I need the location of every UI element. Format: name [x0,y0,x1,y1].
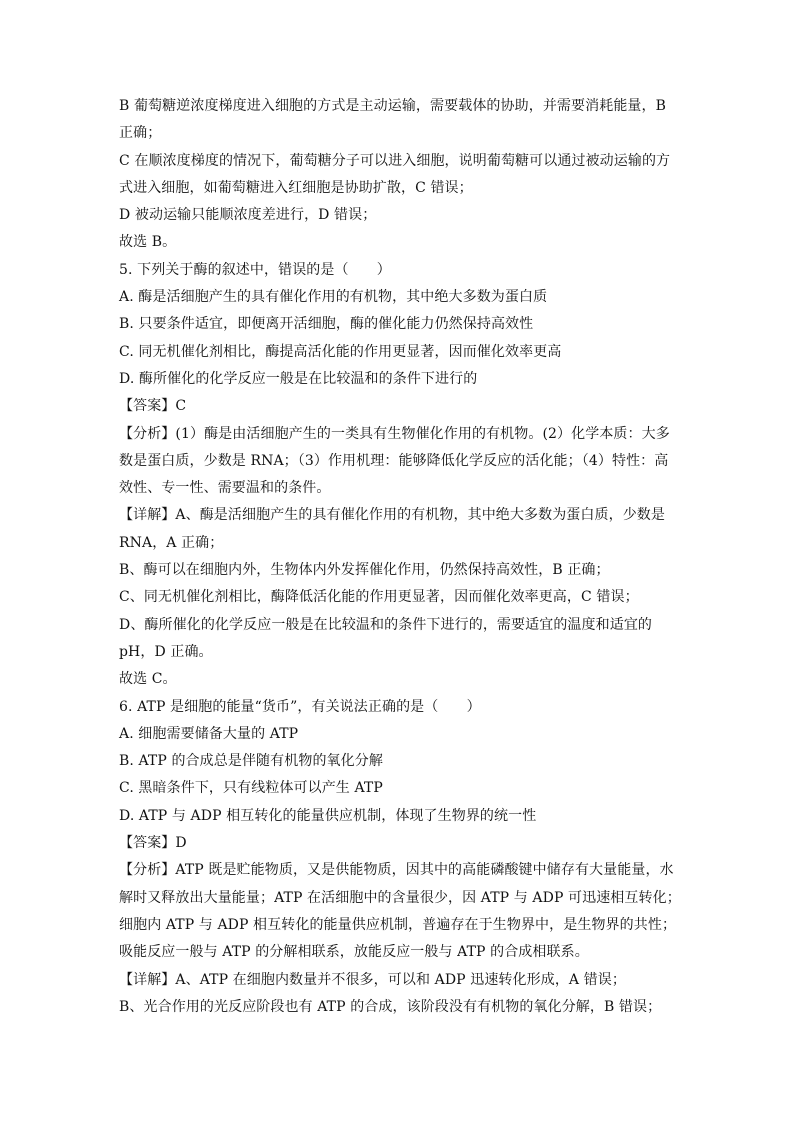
analysis-line: 【分析】ATP 既是贮能物质，又是供能物质，因其中的高能磷酸键中储存有大量能量，水 [119,862,674,879]
question-stem: 5. 下列关于酶的叙述中，错误的是（ ） [119,261,391,278]
answer-line: 【答案】D [119,835,187,852]
text-line: 效性、专一性、需要温和的条件。 [119,480,331,497]
text-line: 式进入细胞，如葡萄糖进入红细胞是协助扩散，C 错误； [119,179,473,196]
option-line: C. 同无机催化剂相比，酶提高活化能的作用更显著，因而催化效率更高 [119,343,562,360]
text-line: C 在顺浓度梯度的情况下，葡萄糖分子可以进入细胞，说明葡萄糖可以通过被动运输的方 [119,152,671,169]
text-line: RNA，A 正确； [119,534,224,551]
text-line: D、酶所催化的化学反应一般是在比较温和的条件下进行的，需要适宜的温度和适宜的 [119,616,653,633]
question-stem: 6. ATP 是细胞的能量“货币”，有关说法正确的是（ ） [119,698,481,715]
detail-line: 【详解】A、酶是活细胞产生的具有催化作用的有机物，其中绝大多数为蛋白质，少数是 [119,507,666,524]
text-line: 数是蛋白质，少数是 RNA；（3）作用机理：能够降低化学反应的活化能；（4）特性：高 [119,452,669,469]
text-line: 吸能反应一般与 ATP 的分解相联系，放能反应一般与 ATP 的合成相联系。 [119,944,589,961]
text-line: C、同无机催化剂相比，酶降低活化能的作用更显著，因而催化效率更高，C 错误； [119,589,639,606]
detail-line: 【详解】A、ATP 在细胞内数量并不很多，可以和 ADP 迅速转化形成，A 错误； [119,971,626,988]
text-line: D 被动运输只能顺浓度差进行，D 错误； [119,207,377,224]
option-line: A. 酶是活细胞产生的具有催化作用的有机物，其中绝大多数为蛋白质 [119,289,548,306]
text-line: B、酶可以在细胞内外，生物体内外发挥催化作用，仍然保持高效性，B 正确； [119,562,610,579]
option-line: D. ATP 与 ADP 相互转化的能量供应机制，体现了生物界的统一性 [119,807,537,824]
text-line: 故选 B。 [119,234,177,251]
option-line: D. 酶所催化的化学反应一般是在比较温和的条件下进行的 [119,370,478,387]
option-line: B. ATP 的合成总是伴随有机物的氧化分解 [119,753,383,770]
text-line: B、光合作用的光反应阶段也有 ATP 的合成，该阶段没有有机物的氧化分解，B 错误； [119,998,662,1015]
text-line: 正确； [119,125,162,142]
text-line: 解时又释放出大量能量；ATP 在活细胞中的含量很少，因 ATP 与 ADP 可迅速相互转化； [119,889,681,906]
option-line: B. 只要条件适宜，即便离开活细胞，酶的催化能力仍然保持高效性 [119,316,534,333]
text-line: 细胞内 ATP 与 ADP 相互转化的能量供应机制，普遍存在于生物界中，是生物界的共性； [119,916,677,933]
option-line: C. 黑暗条件下，只有线粒体可以产生 ATP [119,780,383,797]
answer-line: 【答案】C [119,398,187,415]
text-line: pH，D 正确。 [119,643,213,660]
text-line: 故选 C。 [119,671,177,688]
analysis-line: 【分析】(1）酶是由活细胞产生的一类具有生物催化作用的有机物。(2）化学本质：大多 [119,425,670,442]
text-line: B 葡萄糖逆浓度梯度进入细胞的方式是主动运输，需要载体的协助，并需要消耗能量，B [119,98,667,114]
document-body [119,93,679,1021]
option-line: A. 细胞需要储备大量的 ATP [119,725,299,742]
